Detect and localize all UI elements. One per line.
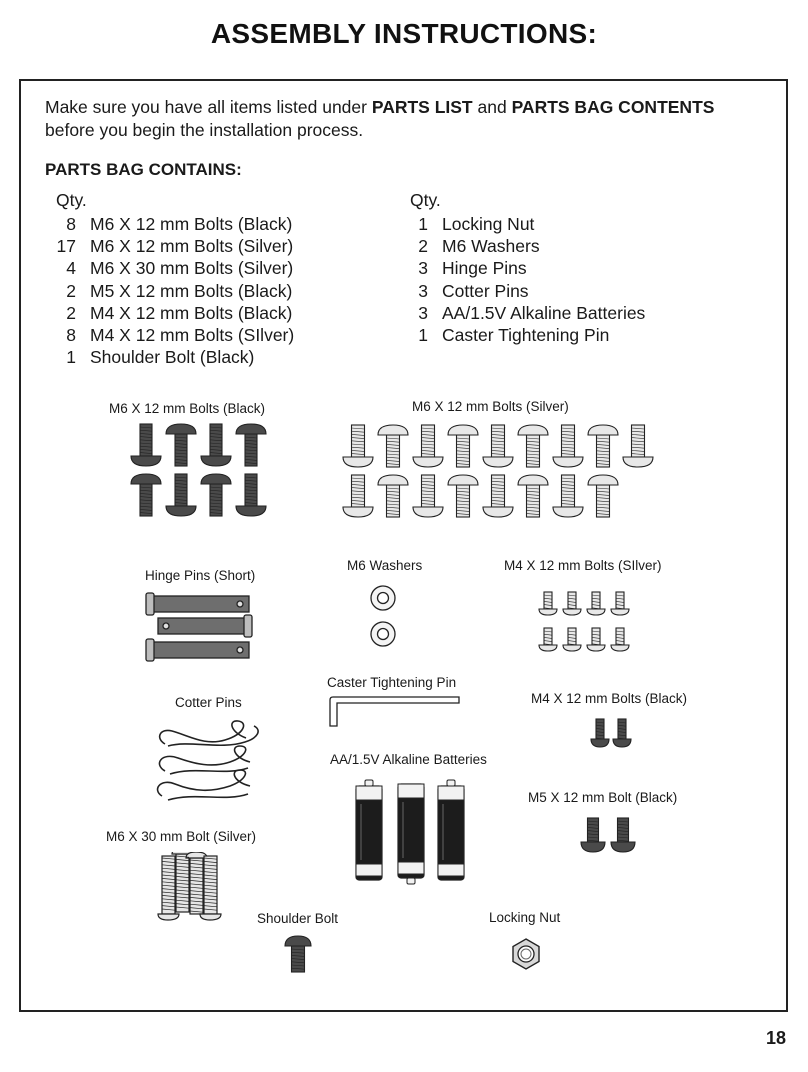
page-title: ASSEMBLY INSTRUCTIONS: <box>210 18 598 49</box>
parts-list-row <box>397 302 645 324</box>
part-name: M6 X 12 mm Bolts (Silver) <box>90 236 294 257</box>
part-qty: 3 <box>418 258 428 279</box>
shoulder-bolt <box>285 936 311 972</box>
hinge-pins-illustration <box>140 590 255 670</box>
m4-silver-bolt <box>587 592 605 615</box>
left-qty-header: Qty. <box>56 190 87 210</box>
intro-text: and <box>472 97 512 117</box>
parts-list-row <box>45 257 294 279</box>
m5-black-bolts-illustration <box>578 815 638 857</box>
m4-black-bolt <box>613 719 631 747</box>
m6-silver-bolt <box>588 425 618 467</box>
part-name: M4 X 12 mm Bolts (SIlver) <box>90 324 295 345</box>
intro-text: before you begin the installation process. <box>45 120 364 140</box>
m5-black-bolt <box>581 818 605 852</box>
cotter-pin <box>160 721 258 746</box>
m6-silver-bolt <box>448 425 478 467</box>
m6-30-bolts-illustration <box>152 852 227 922</box>
cotter-pin <box>158 770 250 800</box>
label-m4-silver-bolts: M4 X 12 mm Bolts (SIlver) <box>504 558 662 573</box>
part-qty: 2 <box>66 302 76 323</box>
m4-silver-bolt <box>587 628 605 651</box>
hinge-pin <box>146 639 249 661</box>
label-hinge-pins: Hinge Pins (Short) <box>145 568 256 583</box>
m6-silver-bolt <box>378 475 408 517</box>
m6-silver-bolt <box>378 425 408 467</box>
caster-tightening-pin-illustration <box>327 694 462 730</box>
part-name: M6 X 12 mm Bolts (Black) <box>90 214 293 234</box>
label-cotter-pins: Cotter Pins <box>175 695 242 710</box>
right-qty-header: Qty. <box>410 190 441 210</box>
m4-black-bolt <box>591 719 609 747</box>
label-m6-black-bolts: M6 X 12 mm Bolts (Black) <box>109 401 266 416</box>
intro-paragraph <box>45 96 765 142</box>
parts-list-row <box>397 280 645 302</box>
part-qty: 17 <box>56 236 76 257</box>
m4-silver-bolt <box>539 628 557 651</box>
label-batteries: AA/1.5V Alkaline Batteries <box>330 752 487 767</box>
m4-silver-bolt <box>611 628 629 651</box>
parts-list-row <box>45 280 294 302</box>
part-qty: 8 <box>66 324 76 345</box>
m6-black-bolt <box>131 474 161 516</box>
parts-list-row <box>397 213 645 235</box>
m6-silver-bolt <box>413 475 443 517</box>
locking-nut-illustration <box>508 936 544 972</box>
label-m4-black-bolts: M4 X 12 mm Bolts (Black) <box>531 691 688 706</box>
battery <box>356 780 382 880</box>
m6-silver-bolt <box>413 425 443 467</box>
part-name: AA/1.5V Alkaline Batteries <box>442 302 646 323</box>
m6-silver-bolt <box>553 475 583 517</box>
washer <box>371 622 395 646</box>
m6-washers-illustration <box>365 582 405 652</box>
part-qty: 1 <box>418 214 428 234</box>
right-parts-list <box>397 213 645 346</box>
part-name: M4 X 12 mm Bolts (Black) <box>90 302 293 323</box>
m4-silver-bolt <box>563 592 581 615</box>
m4-black-bolts-illustration <box>588 716 638 752</box>
m6-black-bolts-illustration <box>128 420 273 520</box>
part-name: Locking Nut <box>442 214 535 234</box>
part-qty: 3 <box>418 280 428 301</box>
parts-list-row <box>45 302 294 324</box>
part-qty: 1 <box>66 347 76 368</box>
battery <box>438 780 464 880</box>
m6-silver-bolt <box>483 425 513 467</box>
part-qty: 1 <box>418 324 428 345</box>
m6-black-bolt <box>131 424 161 466</box>
label-m6-30-bolts: M6 X 30 mm Bolt (Silver) <box>106 829 257 844</box>
part-name: Caster Tightening Pin <box>442 324 610 345</box>
cotter-pins-illustration <box>150 716 265 806</box>
m6-silver-bolts-illustration <box>340 420 655 520</box>
m4-silver-bolt <box>563 628 581 651</box>
m6-silver-bolt <box>483 475 513 517</box>
parts-list-row <box>397 324 645 346</box>
m6-silver-bolt <box>518 475 548 517</box>
page-number: 18 <box>765 1028 786 1048</box>
m4-silver-bolts-illustration <box>535 588 635 658</box>
parts-list-row <box>45 346 294 368</box>
m6-black-bolt <box>166 424 196 466</box>
label-m6-silver-bolts: M6 X 12 mm Bolts (Silver) <box>412 399 569 414</box>
m4-silver-bolt <box>539 592 557 615</box>
hinge-pin <box>158 615 252 637</box>
left-parts-list <box>45 213 294 368</box>
intro-parts-list: PARTS LIST <box>371 97 473 117</box>
hinge-pin <box>146 593 249 615</box>
batteries-illustration <box>350 776 475 891</box>
label-m6-washers: M6 Washers <box>347 558 423 573</box>
parts-list-row <box>45 235 294 257</box>
m5-black-bolt <box>611 818 635 852</box>
washer <box>371 586 395 610</box>
m6-silver-bolt <box>343 425 373 467</box>
battery <box>398 784 424 884</box>
label-caster-pin: Caster Tightening Pin <box>327 675 457 690</box>
part-name: Cotter Pins <box>442 280 529 301</box>
m6-black-bolt <box>236 474 266 516</box>
m6-black-bolt <box>166 474 196 516</box>
intro-text: Make sure you have all items listed under <box>45 97 372 117</box>
part-name: M5 X 12 mm Bolts (Black) <box>90 280 293 301</box>
m6-silver-bolt <box>623 425 653 467</box>
part-qty: 2 <box>418 236 428 257</box>
m6-silver-bolt <box>588 475 618 517</box>
cotter-pin <box>159 746 250 774</box>
m6-black-bolt <box>201 474 231 516</box>
m6-silver-bolt <box>343 475 373 517</box>
m6-silver-bolt <box>518 425 548 467</box>
label-shoulder-bolt: Shoulder Bolt <box>257 911 339 926</box>
part-qty: 4 <box>66 258 76 279</box>
intro-parts-bag-contents: PARTS BAG CONTENTS <box>511 97 715 117</box>
label-locking-nut: Locking Nut <box>489 910 561 925</box>
parts-list-row <box>397 235 645 257</box>
shoulder-bolt-illustration <box>284 934 314 974</box>
m6-silver-bolt <box>448 475 478 517</box>
part-name: Shoulder Bolt (Black) <box>90 347 255 368</box>
m4-silver-bolt <box>611 592 629 615</box>
part-qty: 8 <box>66 214 76 234</box>
parts-bag-heading: PARTS BAG CONTAINS: <box>45 160 242 179</box>
parts-list-row <box>45 324 294 346</box>
m6-black-bolt <box>201 424 231 466</box>
parts-list-row <box>397 257 645 279</box>
parts-list-row <box>45 213 294 235</box>
part-qty: 3 <box>418 302 428 323</box>
part-name: M6 Washers <box>442 236 540 257</box>
part-name: Hinge Pins <box>442 258 527 279</box>
part-name: M6 X 30 mm Bolts (Silver) <box>90 258 294 279</box>
label-m5-black-bolts: M5 X 12 mm Bolt (Black) <box>528 790 678 805</box>
m6-silver-bolt <box>553 425 583 467</box>
m6-black-bolt <box>236 424 266 466</box>
part-qty: 2 <box>66 280 76 301</box>
